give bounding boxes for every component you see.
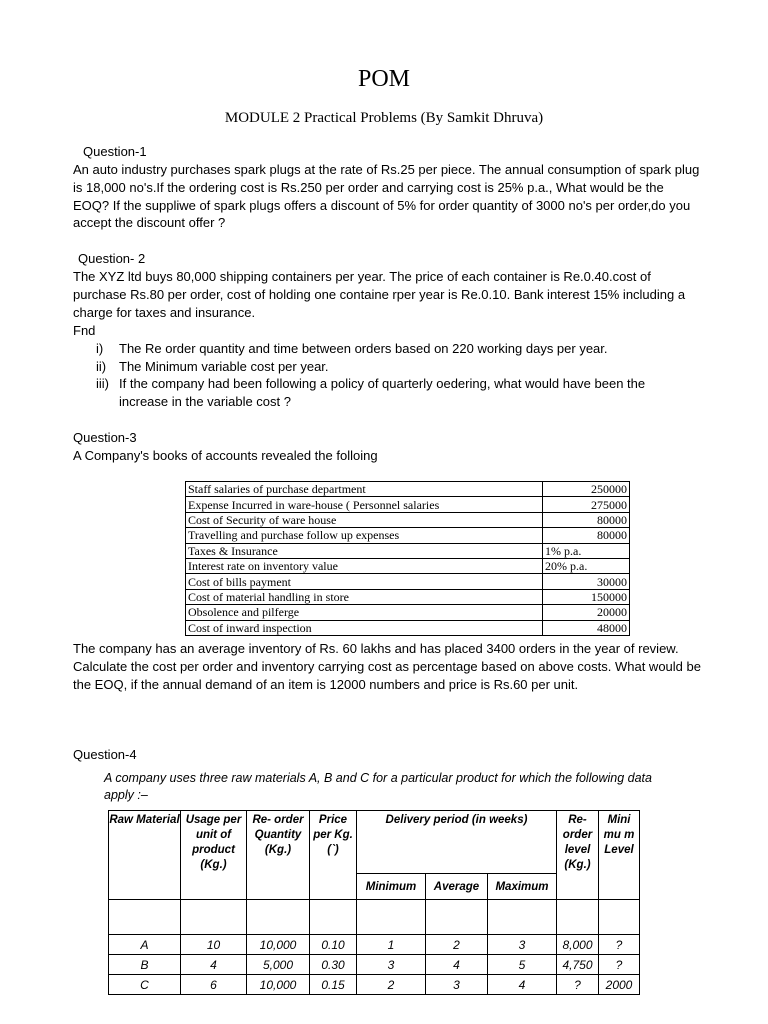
list-item-number: i) [96, 341, 104, 356]
table-cell: 10,000 [247, 935, 310, 955]
table-cell: ? [599, 955, 640, 975]
table-cell: B [109, 955, 181, 975]
table-cell: A [109, 935, 181, 955]
table-row [186, 528, 630, 543]
question-2-heading: Question- 2 [78, 251, 146, 266]
table-cell: Staff salaries of purchase department [186, 482, 543, 497]
table-cell: Cost of Security of ware house [186, 512, 543, 527]
header-price: Price per Kg. (`) [310, 811, 357, 900]
table-cell: 2000 [599, 975, 640, 995]
header-delivery-period: Delivery period (in weeks) [357, 811, 557, 874]
page-subtitle: MODULE 2 Practical Problems (By Samkit Dhruva) [224, 110, 544, 126]
raw-material-table [108, 810, 640, 995]
table-cell: 10,000 [247, 975, 310, 995]
table-row [109, 975, 640, 995]
table-cell: 20% p.a. [543, 558, 630, 573]
table-cell: 80000 [543, 528, 630, 543]
table-cell: 0.30 [310, 955, 357, 975]
table-row [186, 512, 630, 527]
table-row [186, 482, 630, 497]
table-row [186, 497, 630, 512]
table-cell: 80000 [543, 512, 630, 527]
table-cell: Expense Incurred in ware-house ( Personnel salaries [186, 497, 543, 512]
table-row [186, 620, 630, 635]
list-item-text: The Minimum variable cost per year. [119, 359, 329, 374]
header-raw-material: Raw Material [109, 811, 181, 900]
table-row [186, 558, 630, 573]
table-row [109, 935, 640, 955]
table-cell: 0.10 [310, 935, 357, 955]
table-cell: 3 [357, 955, 426, 975]
list-item-text: If the company had been following a policy of quarterly oedering, what would have been the increase in the variable cost ? [119, 376, 646, 409]
table-cell: Travelling and purchase follow up expenses [186, 528, 543, 543]
table-cell: 1% p.a. [543, 543, 630, 558]
header-average: Average [426, 874, 488, 900]
question-2-body: The XYZ ltd buys 80,000 shipping containers per year. The price of each container is Re.0.40.cost of purchase Rs.80 per order, cost of holding one containe rper year is Re.0.10. Bank interest 15% including a charge for taxes and insurance. [73, 269, 686, 320]
table-cell: 4 [488, 975, 557, 995]
header-minimum: Minimum [357, 874, 426, 900]
table-cell: 4,750 [557, 955, 599, 975]
table-row [109, 955, 640, 975]
header-usage: Usage per unit of product (Kg.) [181, 811, 247, 900]
table-cell: Interest rate on inventory value [186, 558, 543, 573]
list-item-number: iii) [96, 376, 109, 391]
table-spacer-row [109, 900, 640, 935]
header-minimum-level: Mini mu m Level [599, 811, 640, 900]
table-cell: 20000 [543, 605, 630, 620]
table-cell: C [109, 975, 181, 995]
list-item-number: ii) [96, 359, 107, 374]
table-cell: ? [557, 975, 599, 995]
table-cell: 6 [181, 975, 247, 995]
table-cell: 4 [181, 955, 247, 975]
cost-table [185, 481, 630, 636]
table-cell: 275000 [543, 497, 630, 512]
question-2-find-label: Fnd [73, 323, 96, 338]
table-cell: 2 [426, 935, 488, 955]
table-cell: Cost of material handling in store [186, 589, 543, 604]
table-row [186, 543, 630, 558]
table-cell: 250000 [543, 482, 630, 497]
question-4-intro: A company uses three raw materials A, B and C for a particular product for which the following data apply :– [104, 771, 652, 802]
table-cell: 4 [426, 955, 488, 975]
question-3-body: The company has an average inventory of Rs. 60 lakhs and has placed 3400 orders in the year of review. Calculate the cost per order and inventory carrying cost as percentage based on above costs. What would be the EOQ, if the annual demand of an item is 12000 numbers and price is Rs.60 per unit. [73, 641, 701, 692]
header-reorder-quantity: Re- order Quantity (Kg.) [247, 811, 310, 900]
table-cell: 1 [357, 935, 426, 955]
table-cell: Obsolence and pilferge [186, 605, 543, 620]
table-cell: 2 [357, 975, 426, 995]
table-cell: Cost of bills payment [186, 574, 543, 589]
table-row [186, 605, 630, 620]
table-row [186, 589, 630, 604]
table-cell: ? [599, 935, 640, 955]
table-cell: 3 [426, 975, 488, 995]
table-cell: 10 [181, 935, 247, 955]
table-cell: Taxes & Insurance [186, 543, 543, 558]
table-cell: 5 [488, 955, 557, 975]
table-cell: 5,000 [247, 955, 310, 975]
question-4-heading: Question-4 [73, 747, 137, 762]
list-item-text: The Re order quantity and time between orders based on 220 working days per year. [119, 341, 608, 356]
table-cell: 30000 [543, 574, 630, 589]
table-cell: 150000 [543, 589, 630, 604]
header-reorder-level: Re- order level (Kg.) [557, 811, 599, 900]
question-3-intro: A Company's books of accounts revealed the folloing [73, 448, 378, 463]
table-cell: 48000 [543, 620, 630, 635]
table-cell: 3 [488, 935, 557, 955]
table-cell: Cost of inward inspection [186, 620, 543, 635]
page-title: POM [357, 66, 411, 92]
question-3-heading: Question-3 [73, 430, 137, 445]
table-row [186, 574, 630, 589]
table-cell: 0.15 [310, 975, 357, 995]
table-cell: 8,000 [557, 935, 599, 955]
header-maximum: Maximum [488, 874, 557, 900]
question-1-heading: Question-1 [83, 144, 147, 159]
question-1-body: An auto industry purchases spark plugs at the rate of Rs.25 per piece. The annual consumption of spark plug is 18,000 no's.If the ordering cost is Rs.250 per order and carrying cost is 25% p.a., What would be the EOQ? If the suppliwe of spark plugs offers a discount of 5% for order quantity of 3000 no's per order,do you accept the discount offer ? [73, 162, 700, 231]
